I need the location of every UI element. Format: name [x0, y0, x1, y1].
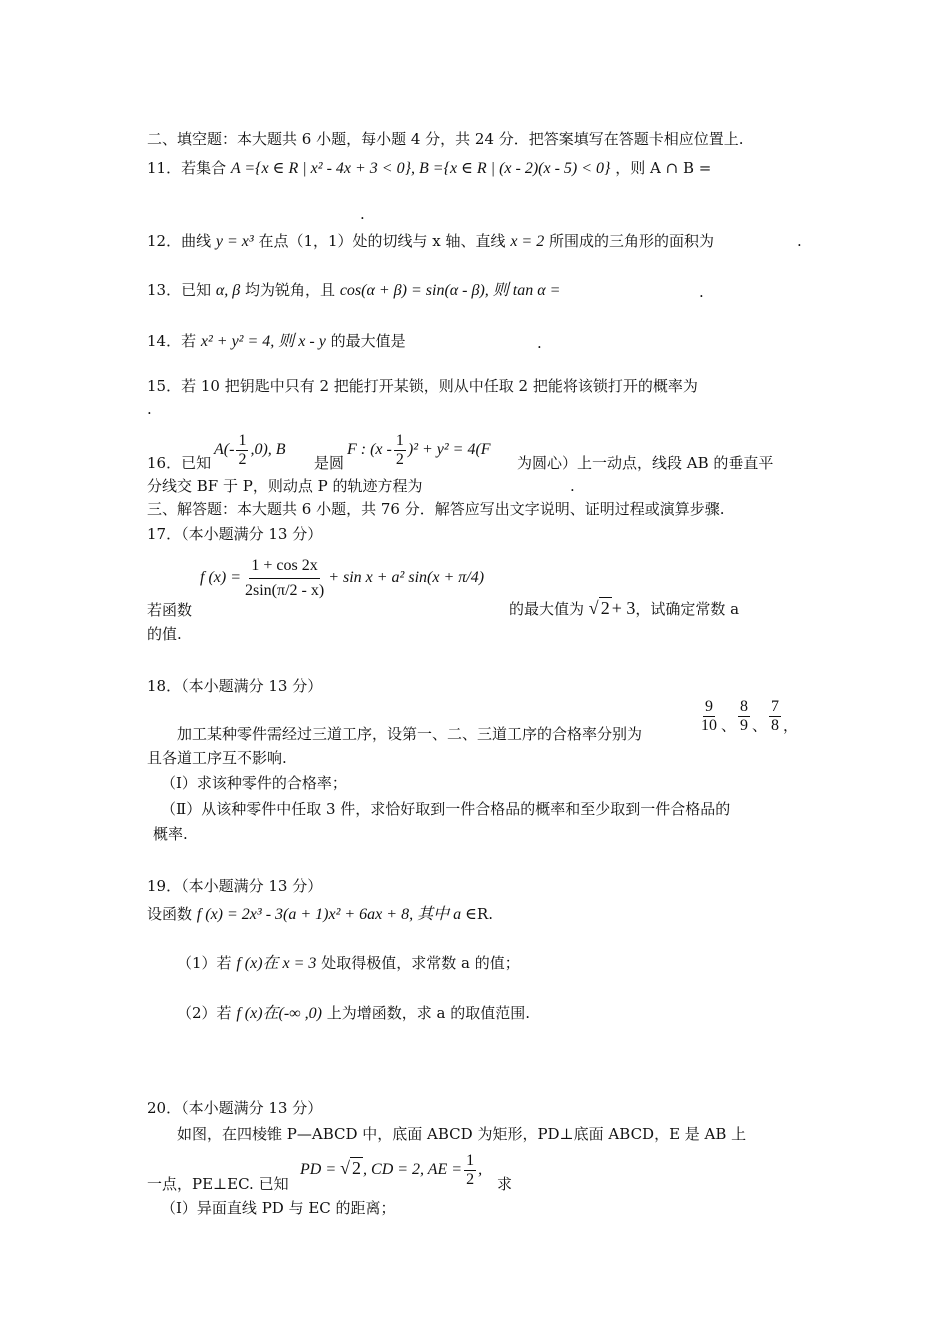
q18-f1-den: 10	[701, 717, 717, 734]
q20-ae-fraction	[464, 1152, 476, 1189]
q16-mid: 是圆	[314, 454, 345, 472]
q15-end: .	[147, 400, 152, 418]
q16-line1-tail: 为圆心）上一动点，线段 AB 的垂直平	[517, 454, 774, 472]
q13-prefix: 13．已知	[147, 281, 212, 299]
q14-line	[147, 331, 406, 352]
q17-frac-den: 2sin(π/2 - x)	[245, 581, 325, 599]
q18-part2a: （Ⅱ）从该种零件中任取 3 件，求恰好取到一件合格品的概率和至少取到一件合格品的	[161, 800, 731, 818]
q11-end: .	[360, 205, 365, 223]
q16-prefix: 16．已知	[147, 454, 212, 472]
q15-text: 15．若 10 把钥匙中只有 2 把能打开某锁，则从中任取 2 把能将该锁打开的概率为	[147, 377, 698, 395]
q17-header: 17．（本小题满分 13 分）	[147, 525, 323, 543]
q17-f-lhs: f (x) =	[200, 569, 241, 586]
q16-end: .	[570, 477, 575, 495]
q18-part2b: 概率.	[153, 825, 188, 843]
q12-line	[147, 231, 714, 252]
q17-f-rhs: + sin x + a² sin(x + π/4)	[328, 569, 485, 586]
q14-prefix: 14．若	[147, 332, 197, 350]
q12-mid: 在点（1，1）处的切线与 x 轴、直线	[258, 232, 506, 250]
q20-header: 20．（本小题满分 13 分）	[147, 1099, 323, 1117]
q20-line2-prefix: 一点，PE⊥EC. 已知	[147, 1175, 289, 1193]
q16-F-tail: )² + y² = 4(F	[407, 441, 491, 458]
q11-number: 11．若集合	[147, 159, 227, 177]
q12-formula-line: x = 2	[510, 233, 545, 250]
q13-mid: 均为锐角，且	[245, 281, 336, 299]
q17-right1: 的最大值为	[509, 600, 585, 618]
q19-setup-R: R.	[476, 905, 493, 923]
q13-formula-eq: cos(α + β) = sin(α - β), 则 tan α =	[339, 282, 561, 299]
q19-part2	[177, 1003, 530, 1024]
q18-f3-num: 7	[771, 698, 780, 715]
q16-A-fraction	[236, 432, 248, 469]
q13-line	[147, 280, 560, 301]
q16-F-den: 2	[395, 450, 404, 468]
q16-F-head: F : (x -	[347, 441, 392, 458]
q16-F-fraction	[394, 432, 406, 469]
q17-frac-num: 1 + cos 2x	[249, 554, 319, 579]
q13-end: .	[699, 283, 704, 301]
q17-function	[200, 550, 484, 605]
q20-formula-end: ,	[478, 1161, 483, 1178]
q18-line2: 且各道工序互不影响.	[147, 749, 287, 767]
q14-formula: x² + y² = 4, 则 x - y	[200, 333, 326, 350]
q19-part1	[177, 953, 520, 974]
q12-formula-curve: y = x³	[215, 233, 254, 250]
q18-sep1: 、	[721, 716, 737, 735]
q12-prefix: 12．曲线	[147, 232, 212, 250]
q12-end: .	[797, 232, 802, 250]
q16-F-num: 1	[395, 431, 404, 449]
q11-formula: A ={x ∈ R | x² - 4x + 3 < 0}, B ={x ∈ R | (x - 2)(x - 5) < 0}	[230, 160, 611, 177]
q18-line1: 加工某种零件需经过三道工序，设第一、二、三道工序的合格率分别为	[177, 725, 643, 743]
q18-frac-1	[699, 698, 719, 735]
q20-sqrt-radicand: 2	[352, 1158, 362, 1178]
q18-header: 18．（本小题满分 13 分）	[147, 677, 323, 695]
q18-sep3: ，	[783, 716, 799, 735]
q19-p1-prefix: （1）若	[177, 954, 232, 972]
q11-line	[147, 158, 711, 179]
q19-setup	[147, 904, 493, 925]
q17-line3: 的值.	[147, 625, 182, 643]
q12-tail: 所围成的三角形的面积为	[549, 232, 715, 250]
q20-ae-den: 2	[466, 1170, 475, 1188]
q16-A-tail: ,0), B	[250, 441, 286, 458]
q14-end: .	[537, 334, 542, 352]
q17-sqrt-radicand: 2	[600, 598, 610, 618]
section2-heading: 二、填空题：本大题共 6 小题，每小题 4 分，共 24 分．把答案填写在答题卡相应位置上.	[147, 130, 744, 148]
q17-left: 若函数	[147, 601, 193, 619]
q19-p1-tail: 处取得极值，求常数 a 的值；	[321, 954, 520, 972]
q16-formula-A	[214, 425, 286, 474]
q20-part1: （Ⅰ）异面直线 PD 与 EC 的距离；	[161, 1199, 396, 1217]
q16-line2: 分线交 BF 于 P，则动点 P 的轨迹方程为	[147, 477, 423, 495]
q19-p2-prefix: （2）若	[177, 1004, 232, 1022]
q13-formula-angles: α, β	[215, 282, 241, 299]
q18-frac-2	[738, 698, 750, 735]
q18-f3-den: 8	[771, 717, 780, 734]
q18-f1-num: 9	[705, 698, 713, 715]
q20-formula-rest: , CD = 2, AE =	[363, 1161, 463, 1178]
q18-fractions	[697, 698, 798, 736]
q20-line2-tail: 求	[497, 1175, 513, 1193]
q18-frac-3	[769, 698, 781, 735]
q11-tail: ，则 A ∩ B =	[615, 159, 712, 177]
q17-plus3: + 3	[611, 598, 636, 618]
q16-A-head: A(-	[214, 441, 235, 458]
q17-right	[509, 598, 739, 619]
q18-f2-num: 8	[740, 698, 749, 715]
q16-A-num: 1	[238, 431, 247, 449]
q18-part1: （Ⅰ）求该种零件的合格率；	[161, 774, 347, 792]
q14-tail: 的最大值是	[330, 332, 406, 350]
q20-pd: PD =	[300, 1161, 341, 1178]
section3-heading: 三、解答题：本大题共 6 小题，共 76 分．解答应写出文字说明、证明过程或演算步骤.	[147, 500, 725, 518]
q17-fraction	[243, 554, 326, 603]
q17-sqrt: √ 2	[588, 598, 610, 618]
q18-sep2: 、	[752, 716, 768, 735]
q20-formula	[300, 1148, 482, 1190]
q16-A-den: 2	[238, 450, 247, 468]
q20-sqrt: √ 2	[340, 1158, 362, 1178]
q16-formula-F	[347, 425, 491, 474]
q19-p2-formula: f (x)在(-∞ ,0)	[236, 1005, 322, 1022]
q20-line1: 如图，在四棱锥 P—ABCD 中，底面 ABCD 为矩形，PD⊥底面 ABCD，E 是 AB 上	[177, 1125, 747, 1143]
q19-p2-tail: 上为增函数，求 a 的取值范围.	[326, 1004, 530, 1022]
q19-setup-prefix: 设函数	[147, 905, 193, 923]
q20-ae-num: 1	[466, 1151, 475, 1169]
q19-setup-formula: f (x) = 2x³ - 3(a + 1)x² + 6ax + 8, 其中 a ∈	[196, 906, 477, 923]
q17-right3: ，试确定常数 a	[635, 600, 740, 618]
q18-f2-den: 9	[740, 717, 749, 734]
q19-p1-formula: f (x)在 x = 3	[236, 955, 317, 972]
q19-header: 19．（本小题满分 13 分）	[147, 877, 323, 895]
